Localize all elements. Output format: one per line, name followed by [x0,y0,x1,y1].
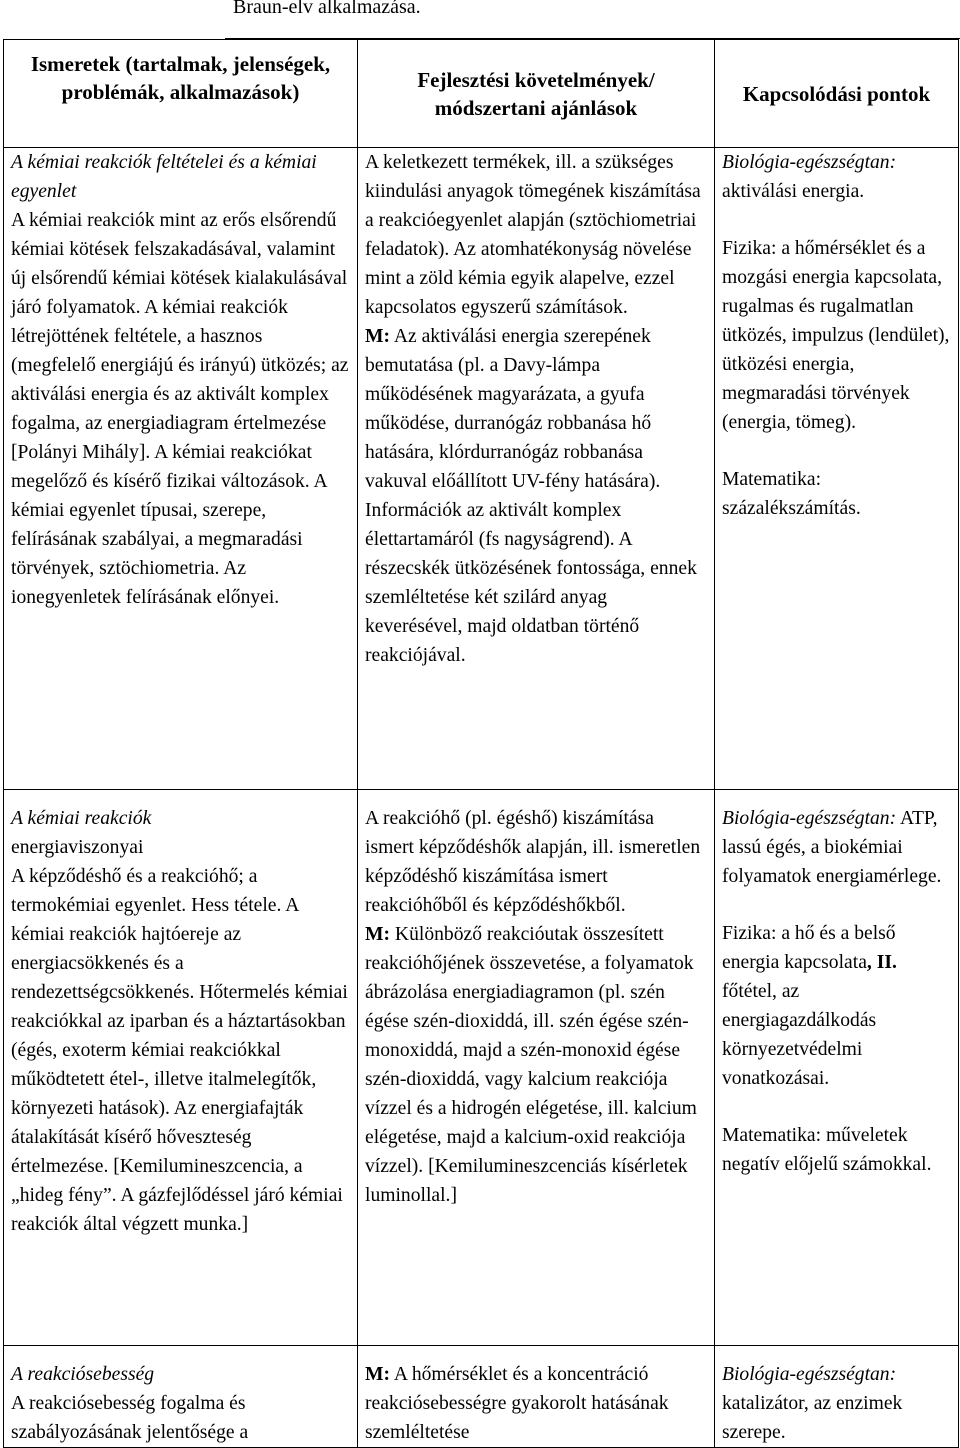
requirements-cell [358,1346,715,1448]
requirements-text: A reakcióhő (pl. égéshő) kiszámítása ismert képződéshők alapján, ill. ismeretlen képződéshő kiszámítása ismert reakcióhőből és képződéshőkből. [365,808,701,916]
knowledge-text: A kémiai reakciók mint az erős elsőrendű kémiai kötések felszakadásával, valamint új elsőrendű kémiai kötések kialakulásával járó folyamatok. A kémiai reakciók létrejöttének feltétele, a hasznos (megfelelő energiájú és irányú) ütközés; az aktiválási energia és az aktivált komplex fogalma, az energiadiagram értelmezése [Polányi Mihály]. A kémiai reakciókat megelőző és kísérő fizikai változások. A kémiai egyenlet típusai, szerepe, felírásának szabályai, a megmaradási törvények, sztöchiometria. Az ionegyenletek felírásának előnyei. [11,210,349,608]
math-label: Matematika: [722,1125,822,1146]
table-row [4,148,959,790]
biology-text: ATP, lassú égés, a biokémiai folyamatok energiamérlege. [722,808,942,887]
table-row [4,790,959,1346]
method-text: Az aktiválási energia szerepének bemutatása (pl. a Davy-lámpa működésének magyarázata, a gyufa működése, durranógáz robbanása hő hatására, klórdurranógáz robbanása vakuval előállított UV-fény hatására). Információk az aktivált komplex élettartamáról (fs nagyságrend). A részecskék ütközésének fontossága, ennek szemléltetése két szilárd anyag keverésével, majd oldatban történő reakciójával. [365,326,697,666]
physics-text-continued: főtétel, az energiagazdálkodás környezetvédelmi vonatkozásai. [722,981,877,1089]
math-label: Matematika: [722,469,822,490]
knowledge-cell [4,790,358,1346]
method-label: M: [365,326,391,347]
requirements-cell [358,790,715,1346]
section-title: A kémiai reakciók [11,808,152,829]
section-title: A kémiai reakciók feltételei és a kémiai egyenlet [11,152,317,202]
physics-text: Fizika: a hőmérséklet és a mozgási energia kapcsolata, rugalmas és rugalmatlan ütközés, impulzus (lendület), ütközési energia, megmaradási törvények (energia, tömeg). [722,238,950,433]
method-label: M: [365,1364,391,1385]
header-requirements: Fejlesztési követelmények/ módszertani ajánlások [358,40,715,148]
method-label: M: [365,924,391,945]
connections-cell [715,1346,959,1448]
math-text: műveletek negatív előjelű számokkal. [722,1125,932,1175]
table-row [4,1346,959,1448]
biology-text: katalizátor, az enzimek szerepe. [722,1393,903,1443]
curriculum-table [3,39,959,1448]
section-title: A reakciósebesség [11,1364,155,1385]
knowledge-text: A képződéshő és a reakcióhő; a termokémiai egyenlet. Hess tétele. A kémiai reakciók hajtóereje az energiacsökkenés és a rendezettségcsökkenés. Hőtermelés kémiai reakciókkal az iparban és a háztartásokban (égés, exoterm kémiai reakciókkal működtetett étel-, illetve italmelegítők, környezeti hatások). Az energiafajták átalakítását kísérő hőveszteség értelmezése. [Kemilumineszcencia, a „hideg fény”. A gázfejlődéssel járó kémiai reakciók által végzett munka.] [11,866,348,1235]
previous-row-text: Braun-elv alkalmazása. [233,0,421,18]
biology-text: aktiválási energia. [722,181,865,202]
previous-row-fragment [225,0,960,39]
table-header-row [4,40,959,148]
method-text: A hőmérséklet és a koncentráció reakciósebességre gyakorolt hatásának szemléltetése [365,1364,669,1443]
connections-cell [715,148,959,790]
biology-label: Biológia-egészségtan: [722,152,897,173]
biology-label: Biológia-egészségtan: [722,1364,897,1385]
physics-text: Fizika: a hő és a belső energia kapcsolata [722,923,896,973]
knowledge-text: A reakciósebesség fogalma és szabályozásának jelentősége a [11,1393,249,1443]
section-title-continued: energiaviszonyai [11,837,144,858]
biology-label: Biológia-egészségtan: [722,808,897,829]
header-knowledge: Ismeretek (tartalmak, jelenségek, problémák, alkalmazások) [4,40,358,148]
knowledge-cell [4,148,358,790]
requirements-text: A keletkezett termékek, ill. a szükséges kiindulási anyagok tömegének kiszámítása a reakcióegyenlet alapján (sztöchiometriai feladatok). Az atomhatékonyság növelése mint a zöld kémia egyik alapelve, ezzel kapcsolatos egyszerű számítások. [365,152,701,318]
requirements-cell [358,148,715,790]
knowledge-cell [4,1346,358,1448]
method-text: Különböző reakcióutak összesített reakcióhőjének összevetése, a folyamatok ábrázolása energiadiagramon (pl. szén égése szén-dioxiddá, ill. szén égése szén-monoxiddá, majd a szén-monoxid égése szén-dioxiddá, vagy kalcium reakciója vízzel és a hidrogén elégetése, ill. kalcium elégetése, majd a kalcium-oxid reakciója vízzel). [Kemilumineszcenciás kísérletek luminollal.] [365,924,697,1206]
connections-cell [715,790,959,1346]
math-text: százalékszámítás. [722,498,861,519]
physics-bold-text: , II. [866,952,897,973]
header-connections: Kapcsolódási pontok [715,40,959,148]
